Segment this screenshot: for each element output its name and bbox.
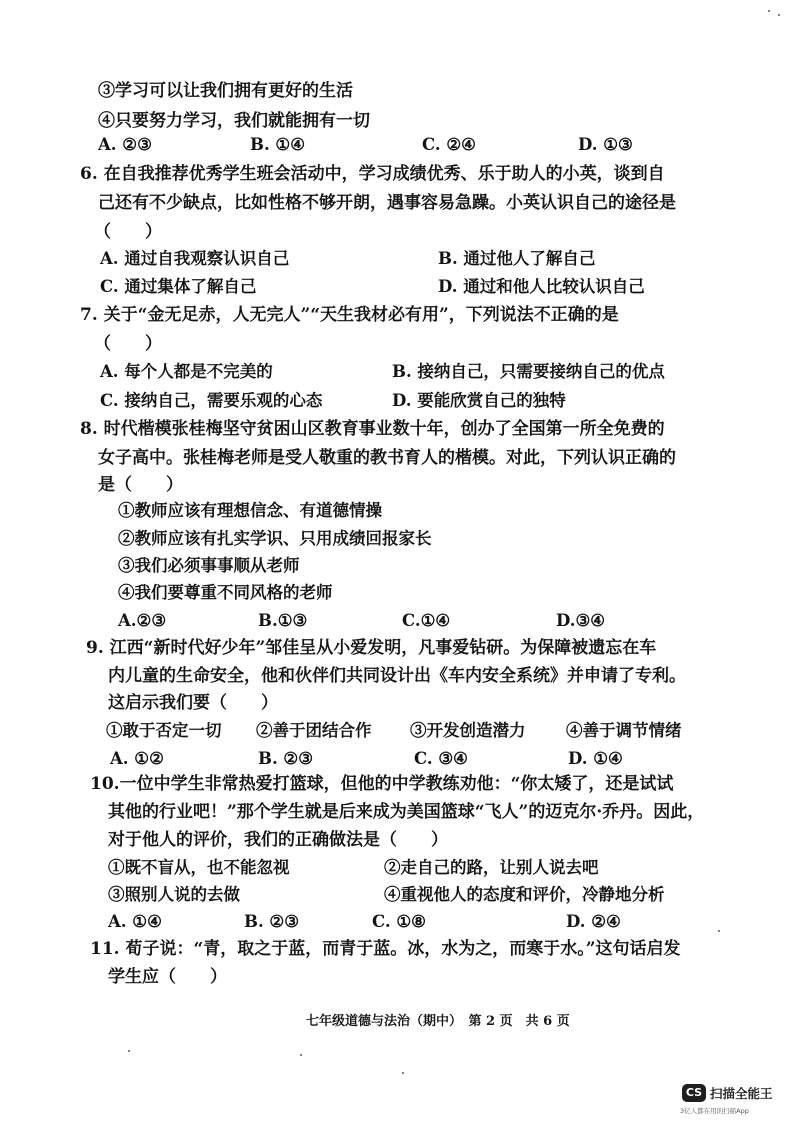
- q10-option-c: C. ①⑧: [372, 912, 426, 931]
- scan-speck: [778, 14, 780, 16]
- q7-option-a: A. 每个人都是不完美的: [100, 362, 273, 381]
- q8-option-d: D.③④: [556, 611, 606, 630]
- scan-speck: [402, 1072, 404, 1074]
- camscanner-brand-name: 扫描全能王: [710, 1086, 773, 1101]
- q8-item-3: ③我们必须事事顺从老师: [118, 556, 300, 575]
- q5-option-b: B. ①④: [250, 135, 306, 154]
- q6-answer-blank: （ ）: [94, 222, 162, 242]
- q10-stem-line-3: 对于他人的评价，我们的正确做法是（ ）: [108, 830, 448, 850]
- scan-speck: [128, 1050, 130, 1052]
- q6-option-c: C. 通过集体了解自己: [100, 277, 257, 296]
- q8-stem-line-3: 是（ ）: [98, 475, 183, 495]
- q10-stem-line-1: 10.一位中学生非常热爱打篮球，但他的中学教练劝他：“你太矮了，还是试试: [90, 774, 674, 794]
- q11-stem-line-2: 学生应（ ）: [108, 967, 227, 987]
- q7-stem-line-1: 7. 关于“金无足赤，人无完人”“天生我材必有用”，下列说法不正确的是: [80, 305, 619, 325]
- q10-item-1: ①既不盲从，也不能忽视: [108, 858, 290, 877]
- q10-item-4: ④重视他人的态度和评价，冷静地分析: [384, 885, 665, 904]
- q8-option-a: A.②③: [118, 611, 167, 630]
- q6-option-a: A. 通过自我观察认识自己: [100, 249, 290, 268]
- q8-stem-line-2: 女子高中。张桂梅老师是受人敬重的教书育人的楷模。对此，下列认识正确的: [98, 448, 676, 468]
- camscanner-logo: CS: [682, 1084, 706, 1102]
- q10-option-a: A. ①④: [108, 912, 162, 931]
- q10-option-d: D. ②④: [566, 912, 621, 931]
- q9-option-a: A. ①②: [110, 749, 164, 768]
- q8-stem-line-1: 8. 时代楷模张桂梅坚守贫困山区教育事业数十年，创办了全国第一所全免费的: [80, 419, 665, 439]
- q5-item-4: ④只要努力学习，我们就能拥有一切: [98, 111, 370, 131]
- page-footer: 七年级道德与法治（期中） 第 2 页 共 6 页: [306, 1014, 570, 1029]
- q6-stem-line-1: 6. 在自我推荐优秀学生班会活动中，学习成绩优秀、乐于助人的小英，谈到自: [80, 164, 665, 184]
- q8-item-4: ④我们要尊重不同风格的老师: [118, 583, 333, 602]
- q8-option-b: B.①③: [258, 611, 308, 630]
- q5-item-3: ③学习可以让我们拥有更好的生活: [98, 81, 353, 101]
- q7-option-d: D. 要能欣赏自己的独特: [392, 391, 566, 410]
- scan-speck: [718, 930, 720, 932]
- q9-item-2: ②善于团结合作: [256, 721, 372, 740]
- q10-item-2: ②走自己的路，让别人说去吧: [384, 858, 599, 877]
- q5-option-c: C. ②④: [422, 135, 476, 154]
- q9-item-4: ④善于调节情绪: [566, 721, 682, 740]
- q9-stem-line-2: 内儿童的生命安全，他和伙伴们共同设计出《车内安全系统》并申请了专利。: [108, 666, 686, 686]
- q9-item-3: ③开发创造潜力: [410, 721, 526, 740]
- q10-item-3: ③照别人说的去做: [108, 885, 240, 904]
- q6-option-b: B. 通过他人了解自己: [438, 249, 596, 268]
- q7-option-b: B. 接纳自己，只需要接纳自己的优点: [392, 362, 665, 381]
- camscanner-tagline: 3亿人都在用的扫描App: [680, 1107, 749, 1115]
- q7-answer-blank: （ ）: [94, 334, 162, 354]
- q6-option-d: D. 通过和他人比较认识自己: [438, 277, 645, 296]
- q5-option-a: A. ②③: [98, 135, 152, 154]
- q8-item-2: ②教师应该有扎实学识、只用成绩回报家长: [118, 529, 432, 548]
- q5-option-d: D. ①③: [578, 135, 633, 154]
- q10-option-b: B. ②③: [244, 912, 300, 931]
- q9-option-c: C. ③④: [414, 749, 468, 768]
- q8-item-1: ①教师应该有理想信念、有道德情操: [118, 501, 382, 520]
- q9-stem-line-3: 这启示我们要（ ）: [108, 693, 278, 713]
- q8-option-c: C.①④: [402, 611, 451, 630]
- q9-item-1: ①敢于否定一切: [106, 721, 222, 740]
- q11-stem-line-1: 11. 荀子说：“青，取之于蓝，而青于蓝。冰，水为之，而寒于水。”这句话启发: [90, 939, 681, 959]
- scan-speck: [768, 10, 770, 12]
- q7-option-c: C. 接纳自己，需要乐观的心态: [100, 391, 323, 410]
- q9-stem-line-1: 9. 江西“新时代好少年”邹佳呈从小爱发明，凡事爱钻研。为保障被遗忘在车: [86, 638, 657, 658]
- q6-stem-line-2: 己还有不少缺点，比如性格不够开朗，遇事容易急躁。小英认识自己的途径是: [98, 193, 676, 213]
- q9-option-b: B. ②③: [258, 749, 314, 768]
- q10-stem-line-2: 其他的行业吧！”那个学生就是后来成为美国篮球“飞人”的迈克尔·乔丹。因此，: [108, 802, 705, 822]
- scan-speck: [300, 1054, 302, 1056]
- q9-option-d: D. ①④: [568, 749, 623, 768]
